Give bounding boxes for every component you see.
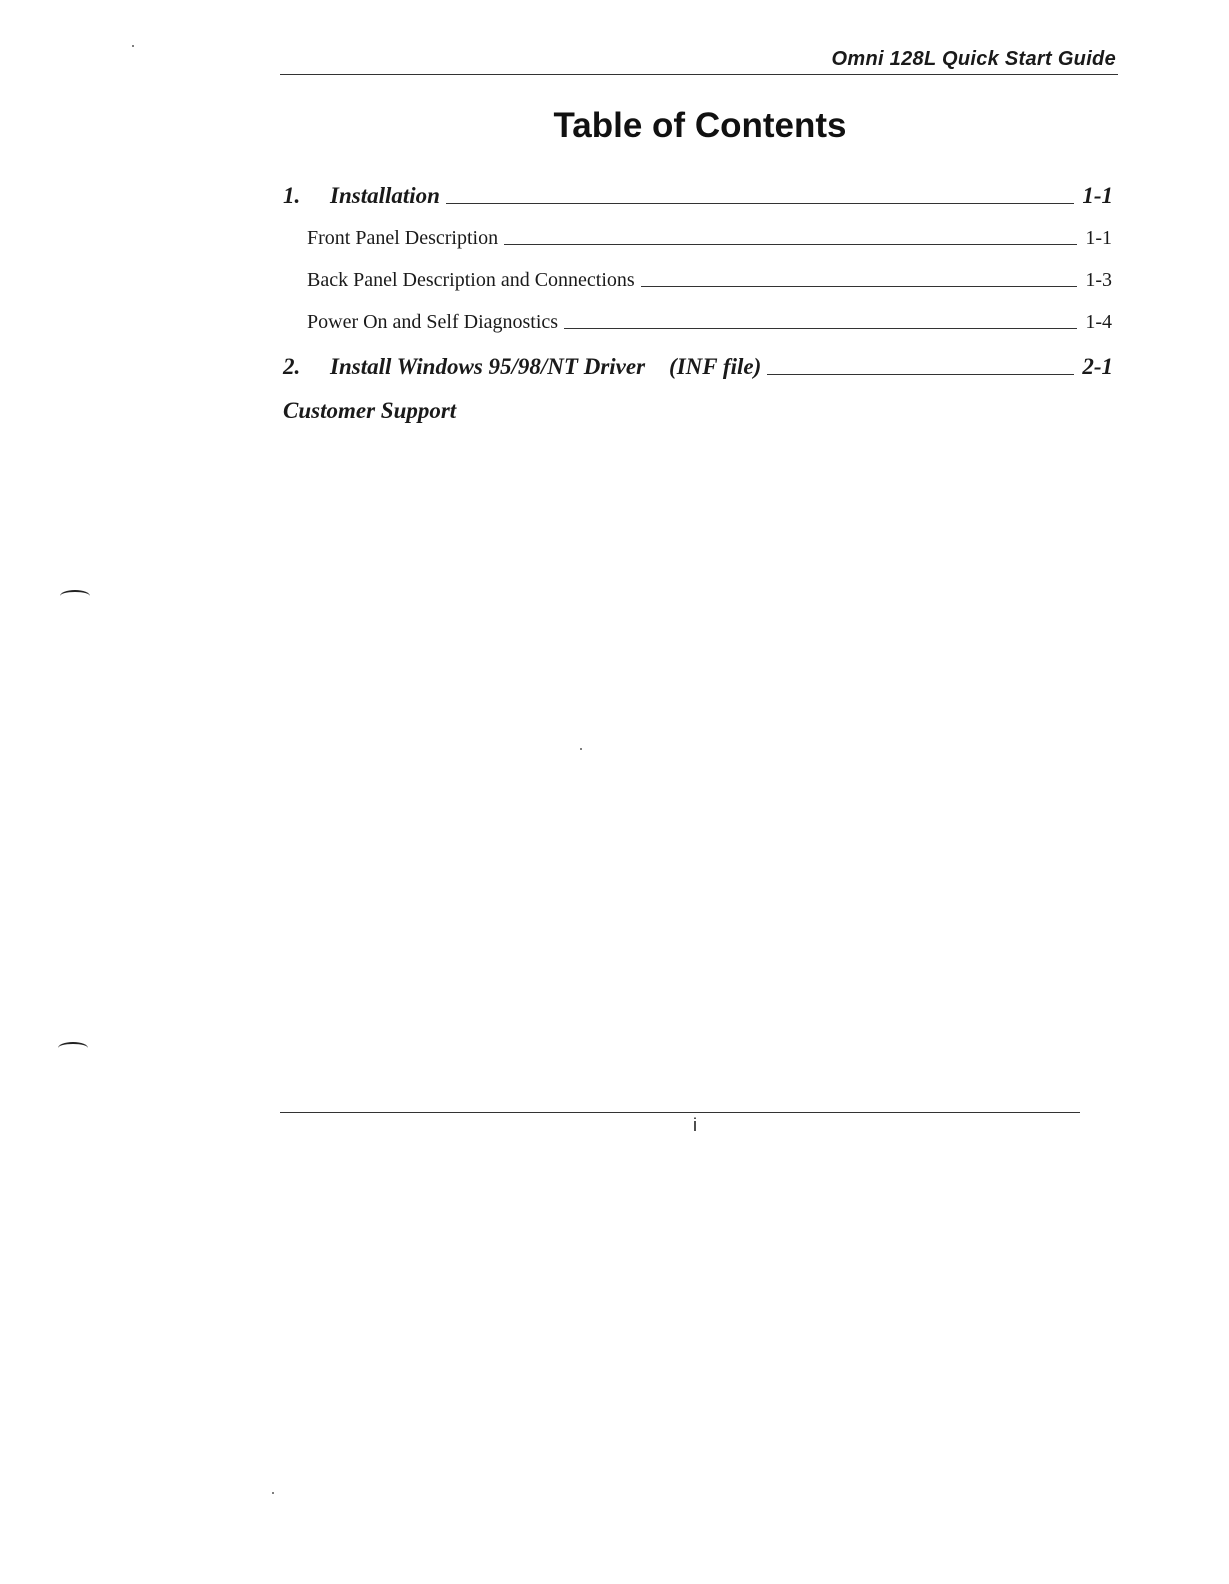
running-header (280, 46, 1118, 75)
toc-section-label: Back Panel Description and Connections (307, 269, 635, 291)
toc-page-number: 1-4 (1085, 311, 1112, 333)
toc-leader-line (767, 374, 1074, 375)
toc-chapter-label: Installation (330, 183, 440, 208)
running-header-title: Omni 128L Quick Start Guide (831, 48, 1116, 70)
footer-rule (280, 1112, 1080, 1113)
toc-chapter-number: 1. (283, 183, 301, 208)
scan-speck (580, 748, 582, 750)
toc-section-front-panel[interactable] (307, 227, 1112, 250)
toc-chapter-number: 2. (283, 354, 301, 379)
hole-punch-mark (60, 590, 90, 602)
scan-speck (132, 45, 134, 47)
page-title: Table of Contents (553, 106, 847, 145)
footer-page-number: i (693, 1115, 697, 1135)
hole-punch-mark (58, 1042, 88, 1054)
toc-page-number: 2-1 (1082, 354, 1113, 379)
toc-chapter-install-driver[interactable] (283, 354, 1113, 380)
toc-customer-support[interactable]: Customer Support (283, 398, 457, 423)
toc-page-number: 1-1 (1085, 227, 1112, 249)
toc-chapter-installation[interactable] (283, 183, 1113, 209)
toc-section-label: Front Panel Description (307, 227, 499, 249)
toc-leader-line (504, 244, 1077, 245)
toc-section-power-on[interactable] (307, 311, 1112, 334)
toc-leader-line (564, 328, 1077, 329)
toc-page-number: 1-1 (1082, 183, 1113, 208)
scan-speck (272, 1492, 274, 1494)
toc-page-number: 1-3 (1085, 269, 1112, 291)
toc-chapter-sublabel: (INF file) (669, 354, 762, 379)
toc-chapter-label: Install Windows 95/98/NT Driver (330, 354, 646, 379)
toc-leader-line (446, 203, 1074, 204)
toc-section-label: Power On and Self Diagnostics (307, 311, 559, 333)
toc-leader-line (641, 286, 1078, 287)
toc-section-back-panel[interactable] (307, 269, 1112, 292)
